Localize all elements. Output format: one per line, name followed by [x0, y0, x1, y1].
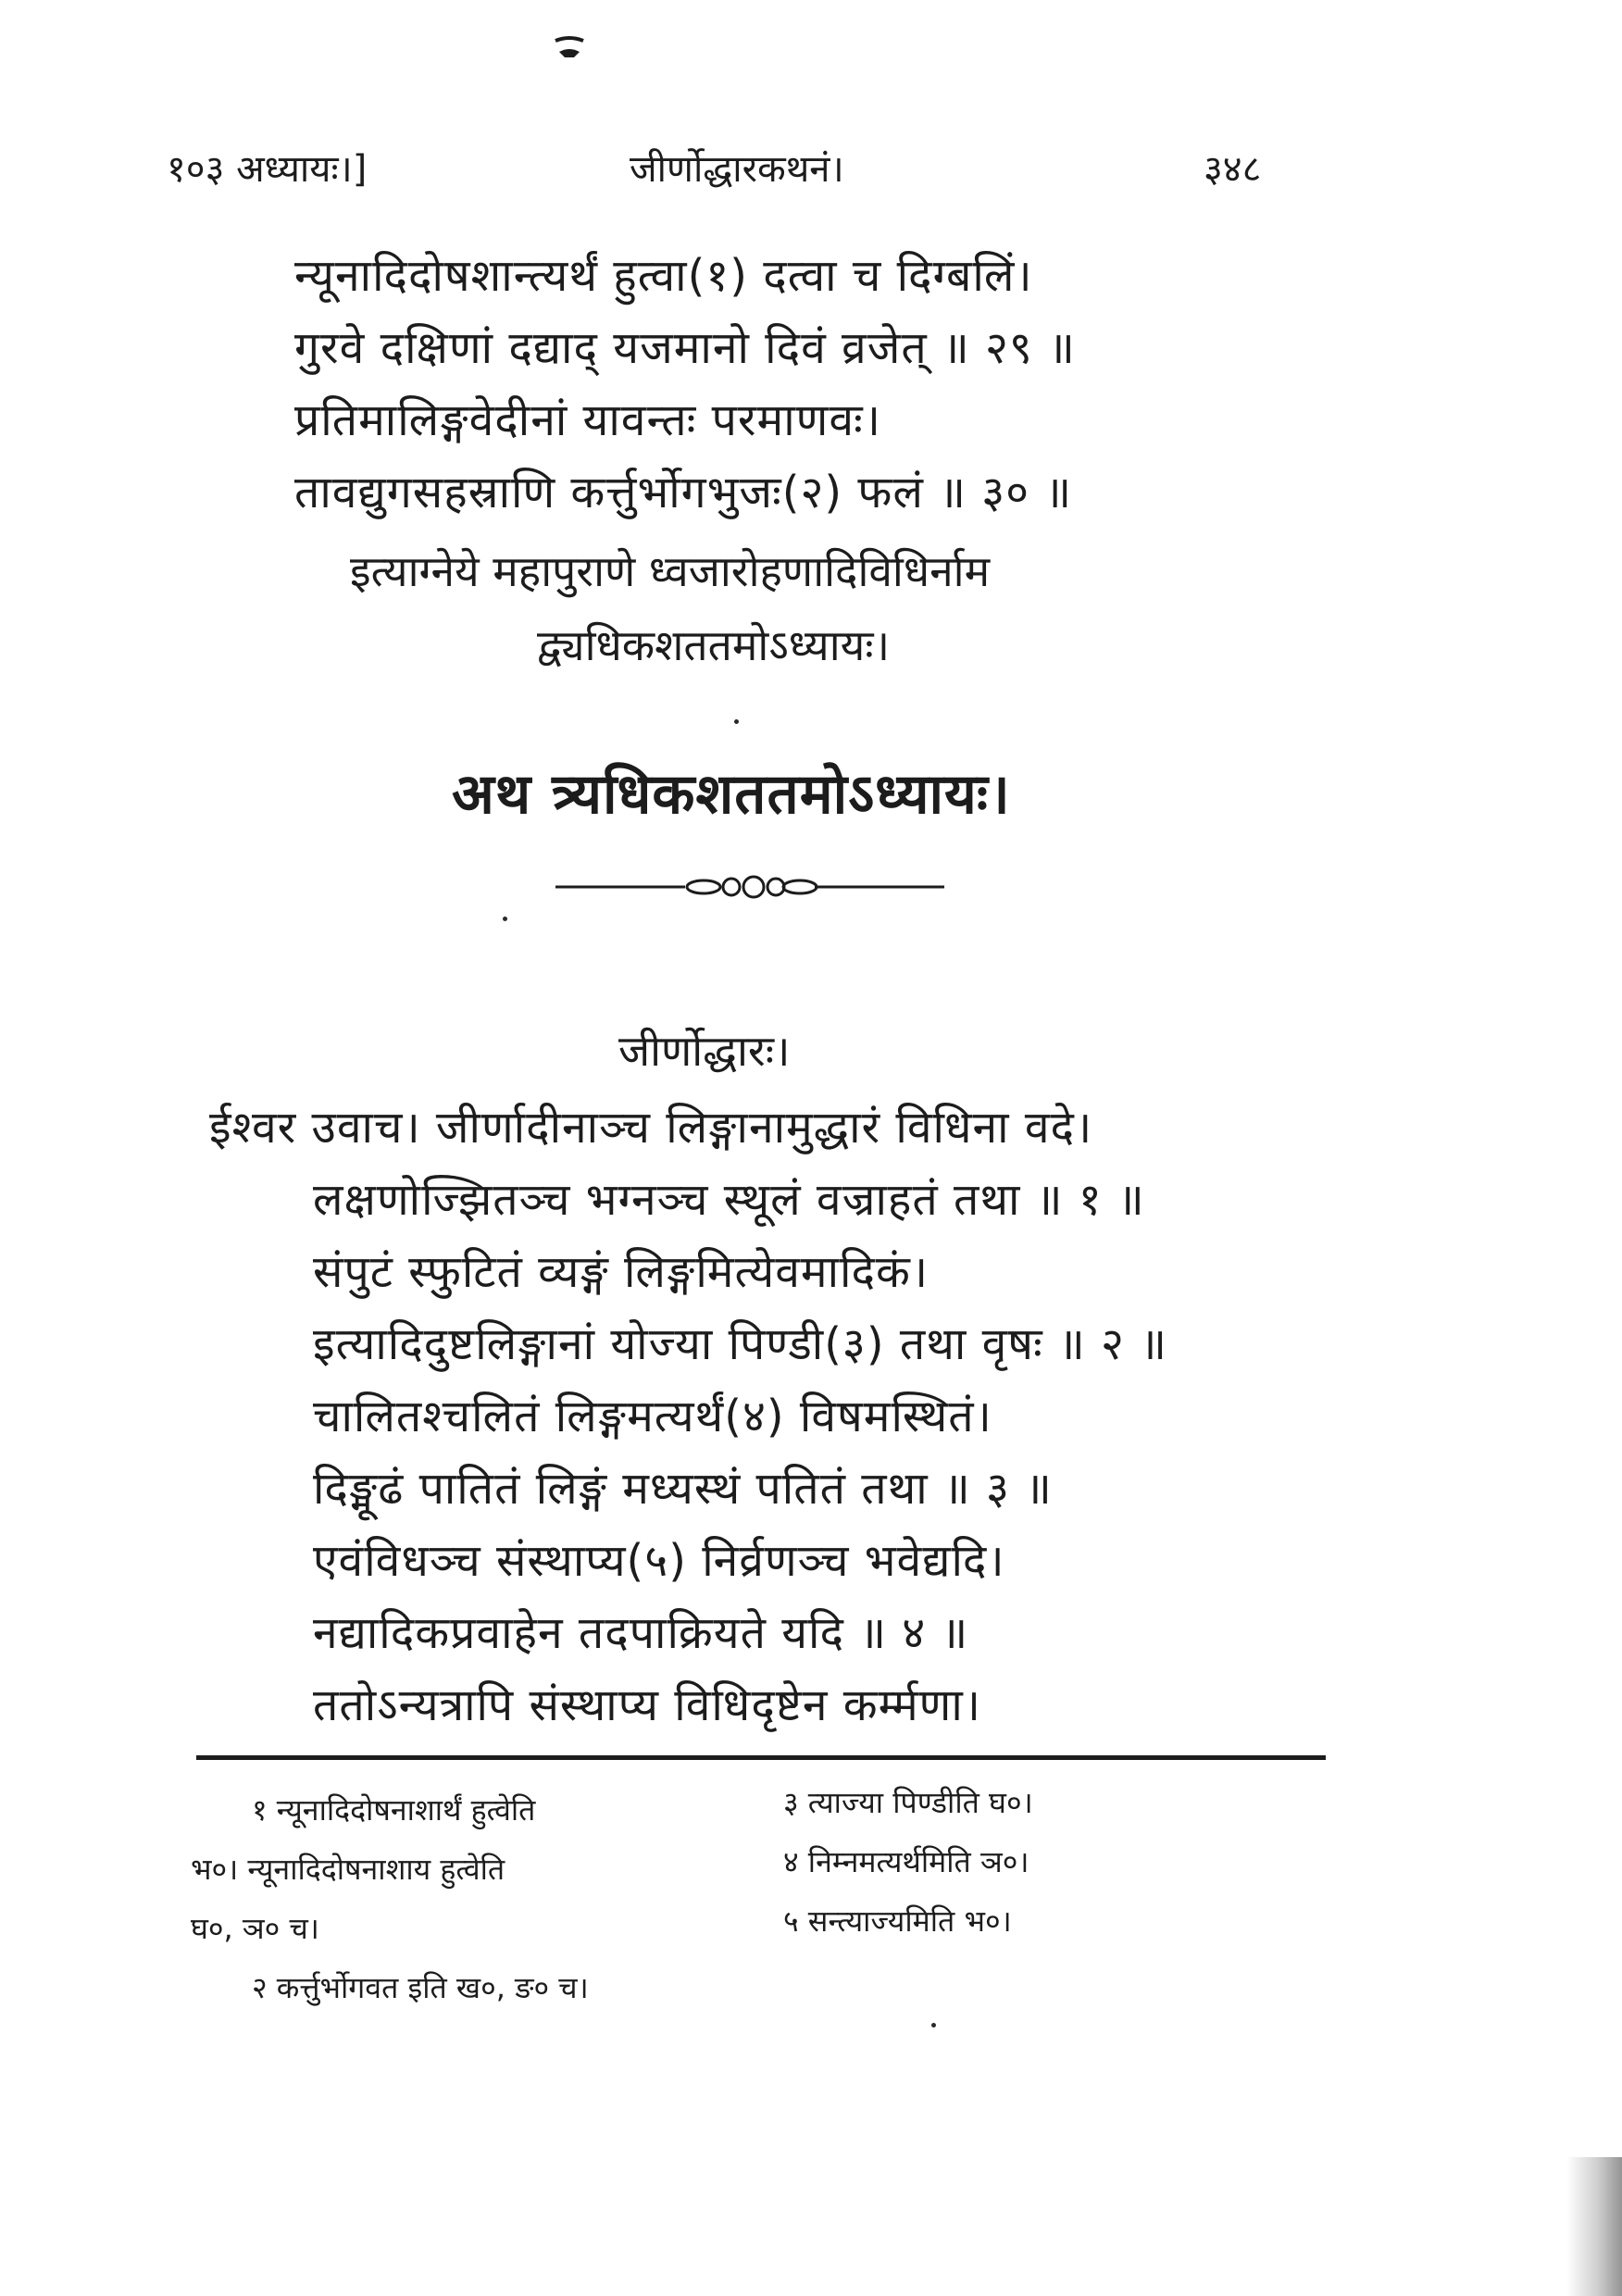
header-chapter-ref: १०३ अध्यायः।] — [167, 148, 368, 191]
footnote-line: ५ सन्त्याज्यमिति भ०। — [783, 1903, 1012, 1939]
footnote-line: ४ निम्नमत्यर्थमिति ञ०। — [783, 1844, 1029, 1879]
section-heading: जीर्णोद्धारः। — [618, 1026, 791, 1076]
footnote-line: घ०, ञ० च। — [191, 1911, 319, 1946]
verse-line: तावद्युगसहस्राणि कर्त्तुर्भोगभुजः(२) फलं ॥ ३० ॥ — [294, 467, 1073, 518]
verse-line: संपुटं स्फुटितं व्यङ्गं लिङ्गमित्येवमादिकं। — [313, 1246, 930, 1298]
verse-line: एवंविधञ्च संस्थाप्य(५) निर्व्रणञ्च भवेद्यदि। — [313, 1535, 1005, 1587]
ink-speck — [734, 719, 739, 724]
verse-line: गुरवे दक्षिणां दद्याद् यजमानो दिवं व्रजेत् ॥ २९ ॥ — [294, 322, 1076, 374]
ink-speck — [931, 2023, 936, 2028]
verse-line: प्रतिमालिङ्गवेदीनां यावन्तः परमाणवः। — [294, 394, 881, 446]
header-title: जीर्णोद्धारकथनं। — [630, 148, 844, 191]
ink-speck — [503, 917, 507, 921]
footnote-line: १ न्यूनादिदोषनाशार्थं हुत्वेति — [252, 1792, 536, 1828]
chapter-title: अथ त्र्यधिकशततमोऽध्यायः। — [452, 762, 1011, 827]
footnote-line: २ कर्त्तुर्भोगवत इति ख०, ङ० च। — [252, 1970, 589, 2005]
footnote-line: ३ त्याज्या पिण्डीति घ०। — [783, 1785, 1033, 1820]
page-edge-shadow — [1566, 2157, 1622, 2296]
verse-line: न्यूनादिदोषशान्त्यर्थं हुत्वा(१) दत्वा च दिग्बलिं। — [294, 250, 1033, 302]
colophon-line: इत्याग्नेये महापुराणे ध्वजारोहणादिविधिर्नाम — [350, 546, 991, 596]
verse-line: इत्यादिदुष्टलिङ्गानां योज्या पिण्डी(३) तथा वृषः ॥ २ ॥ — [313, 1318, 1167, 1370]
top-ink-mark — [554, 35, 585, 59]
verse-line: नद्यादिकप्रवाहेन तदपाक्रियते यदि ॥ ४ ॥ — [313, 1607, 969, 1659]
colophon-line: द्व्यधिकशततमोऽध्यायः। — [537, 620, 891, 670]
footnote-rule — [196, 1755, 1326, 1760]
footnote-line: भ०। न्यूनादिदोषनाशाय हुत्वेति — [191, 1852, 505, 1887]
ornament-divider — [555, 868, 944, 905]
verse-line: ईश्वर उवाच। जीर्णादीनाञ्च लिङ्गानामुद्धारं विधिना वदे। — [209, 1102, 1093, 1154]
verse-line: चालितश्चलितं लिङ्गमत्यर्थं(४) विषमस्थितं। — [313, 1391, 992, 1442]
verse-line: दिङ्मूढं पातितं लिङ्गं मध्यस्थं पतितं तथा ॥ ३ ॥ — [313, 1463, 1053, 1515]
verse-line: ततोऽन्यत्रापि संस्थाप्य विधिदृष्टेन कर्म्मणा। — [313, 1679, 981, 1731]
page-number: ३४८ — [1204, 148, 1262, 191]
verse-line: लक्षणोज्झितञ्च भग्नञ्च स्थूलं वज्राहतं तथा ॥ १ ॥ — [313, 1174, 1145, 1226]
